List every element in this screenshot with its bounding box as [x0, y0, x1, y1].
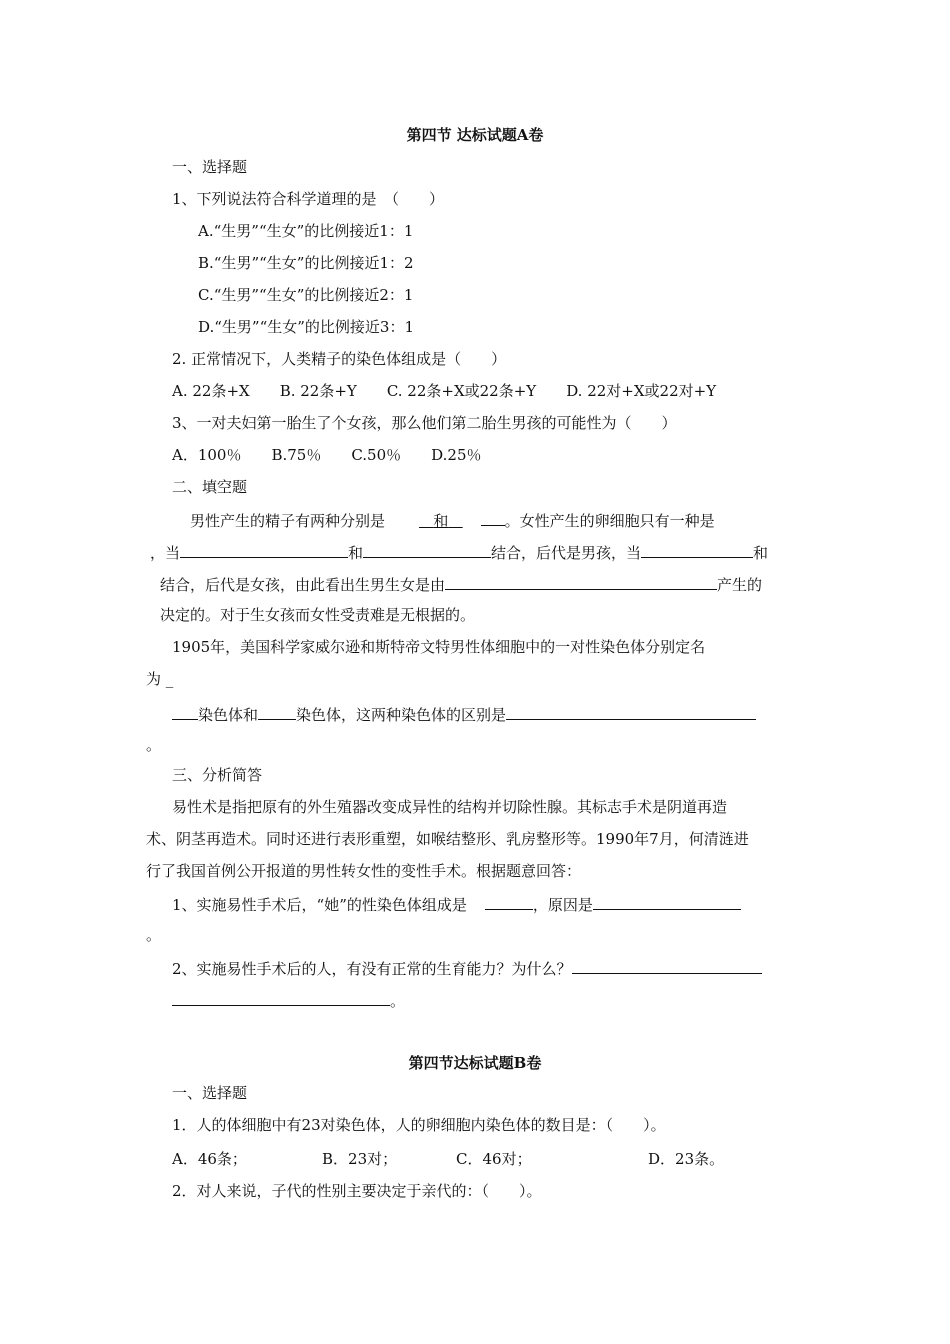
analysis-paragraph-line-3: 行了我国首例公开报道的男性转女性的变性手术。根据题意回答： — [146, 862, 582, 880]
fill-2-blank-3[interactable] — [641, 540, 753, 558]
analysis-question-2-line-2 — [172, 988, 405, 1012]
a-question-2: 2. 正常情况下，人类精子的染色体组成是（ ） — [172, 350, 507, 368]
a-q1-option-b: B.“生男”“生女”的比例接近1：2 — [198, 254, 414, 272]
a-q2-options: A. 22条+X B. 22条+Y C. 22条+X或22条+Y D. 22对+X或22对+Y — [172, 382, 717, 400]
fill-line-2 — [150, 540, 768, 564]
analysis-paragraph-line-2: 术、阴茎再造术。同时还进行表形重塑，如喉结整形、乳房整形等。1990年7月，何清涟进 — [146, 830, 749, 848]
fill-line-7 — [172, 702, 756, 726]
analysis-q2-end: 。 — [390, 992, 406, 1010]
analysis-q2-blank-2[interactable] — [172, 988, 390, 1006]
part-a-section-analysis: 三、分析简答 — [172, 766, 263, 784]
a-q1-option-c: C.“生男”“生女”的比例接近2：1 — [198, 286, 414, 304]
fill-1-and-text: 和 — [433, 512, 449, 530]
fill-line-1 — [190, 508, 715, 532]
fill-3-blank[interactable] — [445, 572, 717, 590]
b-q1-option-d: D．23条。 — [648, 1150, 725, 1168]
a-q3-options: A．100％ B.75％ C.50％ D.25％ — [172, 446, 482, 464]
analysis-q1-text-a: 1、实施易性手术后，“她”的性染色体组成是 — [172, 896, 467, 914]
fill-2-text-a: ，当 — [150, 544, 181, 562]
fill-2-blank-1[interactable] — [180, 540, 348, 558]
part-a-title: 第四节 达标试题A卷 — [406, 126, 544, 144]
b-question-1: 1．人的体细胞中有23对染色体，人的卵细胞内染色体的数目是：（ ）。 — [172, 1116, 666, 1134]
a-q1-option-a: A.“生男”“生女”的比例接近1：1 — [198, 222, 414, 240]
analysis-q1-text-b: ，原因是 — [532, 896, 593, 914]
a-question-1: 1、下列说法符合科学道理的是 （ ） — [172, 190, 445, 208]
fill-3-text-b: 产生的 — [717, 576, 763, 594]
analysis-question-1 — [172, 892, 741, 916]
analysis-q2-blank-1[interactable] — [572, 956, 762, 974]
fill-line-6: 为 _ — [146, 670, 174, 688]
fill-2-blank-2[interactable] — [363, 540, 491, 558]
fill-3-text-a: 结合，后代是女孩，由此看出生男生女是由 — [160, 576, 446, 594]
fill-2-text-b: 和 — [348, 544, 364, 562]
fill-7-text-a: 染色体和 — [198, 706, 259, 724]
b-q1-option-a: A．46条； — [172, 1150, 247, 1168]
fill-1-prefix: 男性产生的精子有两种分别是 — [190, 512, 386, 530]
part-b-section-choice: 一、选择题 — [172, 1084, 248, 1102]
analysis-q1-end: 。 — [146, 926, 162, 944]
fill-1-suffix: 。女性产生的卵细胞只有一种是 — [504, 512, 715, 530]
analysis-paragraph-line-1: 易性术是指把原有的外生殖器改变成异性的结构并切除性腺。其标志手术是阴道再造 — [172, 798, 728, 816]
fill-line-4: 决定的。对于生女孩而女性受责难是无根据的。 — [160, 606, 476, 624]
fill-1-blank[interactable] — [481, 508, 505, 526]
part-a-section-choice: 一、选择题 — [172, 158, 248, 176]
part-b-title: 第四节达标试题B卷 — [408, 1054, 542, 1072]
fill-7-blank-1[interactable] — [172, 702, 198, 720]
analysis-q1-blank-2[interactable] — [593, 892, 741, 910]
analysis-q2-text: 2、实施易性手术后的人，有没有正常的生育能力？为什么？ — [172, 960, 572, 978]
b-q1-option-c: C．46对； — [456, 1150, 532, 1168]
fill-1-and — [419, 512, 463, 530]
fill-2-text-c: 结合，后代是男孩，当 — [491, 544, 642, 562]
b-question-2: 2．对人来说，子代的性别主要决定于亲代的：（ ）。 — [172, 1182, 542, 1200]
fill-7-blank-3[interactable] — [506, 702, 756, 720]
a-question-3: 3、一对夫妇第一胎生了个女孩，那么他们第二胎生男孩的可能性为（ ） — [172, 414, 677, 432]
fill-7-text-b: 染色体，这两种染色体的区别是 — [296, 706, 507, 724]
fill-line-8: 。 — [146, 736, 162, 754]
part-a-section-fill: 二、填空题 — [172, 478, 248, 496]
fill-line-3 — [160, 572, 762, 596]
fill-7-blank-2[interactable] — [258, 702, 296, 720]
a-q1-option-d: D.“生男”“生女”的比例接近3：1 — [198, 318, 415, 336]
analysis-q1-blank-1[interactable] — [485, 892, 533, 910]
fill-line-5: 1905年，美国科学家威尔逊和斯特帝文特男性体细胞中的一对性染色体分别定名 — [172, 638, 706, 656]
analysis-question-2 — [172, 956, 762, 980]
b-q1-option-b: B．23对； — [322, 1150, 398, 1168]
fill-2-text-d: 和 — [753, 544, 769, 562]
